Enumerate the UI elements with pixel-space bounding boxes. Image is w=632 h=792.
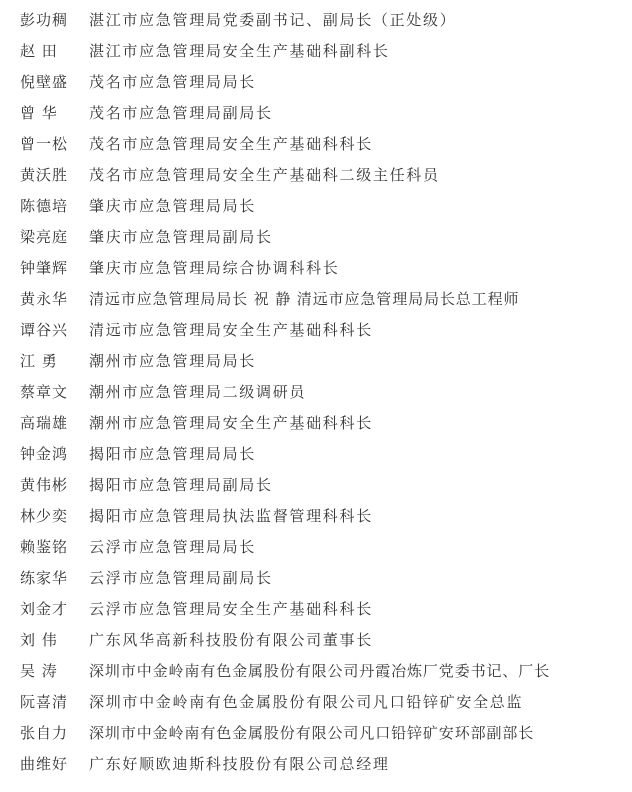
person-title: 茂名市应急管理局副局长 (89, 104, 273, 122)
person-title: 潮州市应急管理局安全生产基础科科长 (89, 414, 373, 432)
list-item (0, 377, 632, 408)
list-item (0, 687, 632, 718)
person-title: 清远市应急管理局局长 祝 静 清远市应急管理局局长总工程师 (89, 290, 520, 308)
person-title: 揭阳市应急管理局执法监督管理科科长 (89, 507, 373, 525)
person-title: 湛江市应急管理局安全生产基础科副科长 (89, 42, 390, 60)
list-item (0, 160, 632, 191)
person-title: 湛江市应急管理局党委副书记、副局长（正处级） (89, 11, 457, 29)
personnel-list (0, 5, 632, 780)
person-title: 揭阳市应急管理局局长 (89, 445, 257, 463)
list-item (0, 594, 632, 625)
person-title: 肇庆市应急管理局综合协调科科长 (89, 259, 340, 277)
list-item (0, 36, 632, 67)
person-name: 彭功稠 (20, 11, 69, 29)
person-title: 茂名市应急管理局安全生产基础科科长 (89, 135, 373, 153)
person-title: 茂名市应急管理局局长 (89, 73, 257, 91)
list-item (0, 191, 632, 222)
list-item (0, 532, 632, 563)
person-name: 赵 田 (20, 42, 58, 60)
list-item (0, 625, 632, 656)
person-title: 茂名市应急管理局安全生产基础科二级主任科员 (89, 166, 440, 184)
person-title: 清远市应急管理局安全生产基础科科长 (89, 321, 373, 339)
list-item (0, 408, 632, 439)
list-item (0, 98, 632, 129)
person-name: 曲维好 (20, 755, 69, 773)
person-title: 深圳市中金岭南有色金属股份有限公司凡口铅锌矿安全总监 (89, 693, 524, 711)
person-name: 黄伟彬 (20, 476, 69, 494)
person-name: 黄永华 (20, 290, 69, 308)
person-title: 广东风华高新科技股份有限公司董事长 (89, 631, 373, 649)
person-name: 阮喜清 (20, 693, 69, 711)
list-item (0, 5, 632, 36)
person-name: 倪壁盛 (20, 73, 69, 91)
person-title: 肇庆市应急管理局局长 (89, 197, 257, 215)
list-item (0, 222, 632, 253)
person-name: 林少奕 (20, 507, 69, 525)
person-name: 刘金才 (20, 600, 69, 618)
list-item (0, 253, 632, 284)
person-title: 深圳市中金岭南有色金属股份有限公司丹霞冶炼厂党委书记、厂长 (89, 662, 551, 680)
person-name: 钟金鸿 (20, 445, 69, 463)
person-name: 黄沃胜 (20, 166, 69, 184)
person-name: 高瑞雄 (20, 414, 69, 432)
person-name: 练家华 (20, 569, 69, 587)
list-item (0, 656, 632, 687)
person-title: 揭阳市应急管理局副局长 (89, 476, 273, 494)
person-name: 吴 涛 (20, 662, 58, 680)
person-title: 广东好顺欧迪斯科技股份有限公司总经理 (89, 755, 390, 773)
person-title: 云浮市应急管理局局长 (89, 538, 257, 556)
person-name: 陈德培 (20, 197, 69, 215)
list-item (0, 749, 632, 780)
list-item (0, 346, 632, 377)
person-title: 肇庆市应急管理局副局长 (89, 228, 273, 246)
person-name: 蔡章文 (20, 383, 69, 401)
person-name: 江 勇 (20, 352, 58, 370)
list-item (0, 129, 632, 160)
list-item (0, 501, 632, 532)
list-item (0, 470, 632, 501)
person-name: 张自力 (20, 724, 69, 742)
list-item (0, 563, 632, 594)
list-item (0, 718, 632, 749)
person-title: 潮州市应急管理局二级调研员 (89, 383, 307, 401)
list-item (0, 284, 632, 315)
person-name: 梁亮庭 (20, 228, 69, 246)
person-name: 谭谷兴 (20, 321, 69, 339)
person-name: 钟肇辉 (20, 259, 69, 277)
list-item (0, 67, 632, 98)
person-title: 深圳市中金岭南有色金属股份有限公司凡口铅锌矿安环部副部长 (89, 724, 535, 742)
person-name: 刘 伟 (20, 631, 58, 649)
list-item (0, 315, 632, 346)
person-title: 云浮市应急管理局安全生产基础科科长 (89, 600, 373, 618)
person-name: 曾 华 (20, 104, 58, 122)
person-title: 潮州市应急管理局局长 (89, 352, 257, 370)
list-item (0, 439, 632, 470)
person-name: 曾一松 (20, 135, 69, 153)
person-title: 云浮市应急管理局副局长 (89, 569, 273, 587)
person-name: 赖鉴铭 (20, 538, 69, 556)
